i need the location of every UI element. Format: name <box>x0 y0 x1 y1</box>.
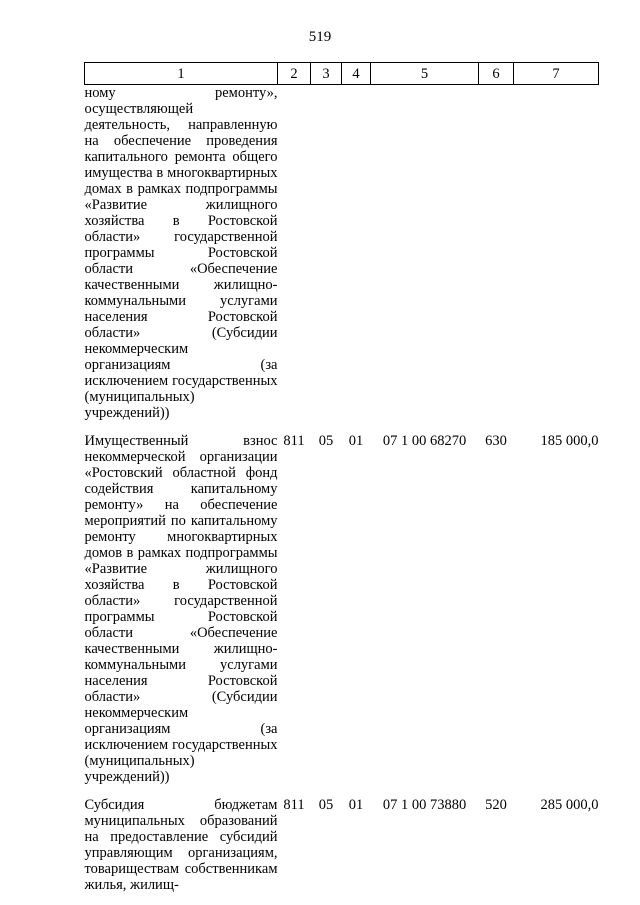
row-expense-type: 520 <box>485 797 507 813</box>
row-spacer <box>85 785 599 797</box>
header-col-2: 2 <box>278 63 311 85</box>
row-ministry: 811 <box>283 797 305 813</box>
row-target <box>371 85 479 422</box>
row-ministry <box>278 85 311 422</box>
row-target: 07 1 00 68270 <box>382 433 467 449</box>
table-row <box>85 85 599 422</box>
row-amount: 185 000,0 <box>540 433 599 449</box>
table-row <box>85 797 599 893</box>
header-col-1: 1 <box>85 63 278 85</box>
header-row <box>85 63 599 85</box>
row-name: Имущественный взнос некоммерческой организации «Ростовский областной фонд содействия капитальному ремонту» на обеспечение мероприятий по капитальному ремонту многоквартирных домов в рамках подпрограммы «Развитие жилищного хозяйства в Ростовской области» государственной программы Ростовской области «Обеспечение качественными жилищно-коммунальными услугами населения Ростовской области» (Субсидии некоммерческим организациям (за исключением государственных (муниципальных) учреждений)) <box>84 433 278 785</box>
row-spacer <box>85 421 599 433</box>
row-expense-type <box>479 85 514 422</box>
row-expense-type: 630 <box>485 433 507 449</box>
table-row <box>85 433 599 785</box>
header-col-3: 3 <box>311 63 342 85</box>
header-col-6: 6 <box>479 63 514 85</box>
row-subsection: 01 <box>348 797 364 813</box>
row-amount: 285 000,0 <box>540 797 599 813</box>
row-subsection <box>342 85 371 422</box>
row-amount <box>514 85 599 422</box>
row-subsection: 01 <box>348 433 364 449</box>
page-number: 519 <box>308 29 332 45</box>
row-section: 05 <box>318 797 334 813</box>
row-section: 05 <box>318 433 334 449</box>
header-col-4: 4 <box>342 63 371 85</box>
row-name: ному ремонту», осуществляющей деятельность, направленную на обеспечение проведения капитального ремонта общего имущества в многоквартирных домах в рамках подпрограммы «Развитие жилищного хозяйства в Ростовской области» государственной программы Ростовской области «Обеспечение качественными жилищно-коммунальными услугами населения Ростовской области» (Субсидии некоммерческим организациям (за исключением государственных (муниципальных) учреждений)) <box>84 85 278 421</box>
row-section <box>311 85 342 422</box>
header-col-7: 7 <box>514 63 599 85</box>
header-col-5: 5 <box>371 63 479 85</box>
row-target: 07 1 00 73880 <box>382 797 467 813</box>
row-ministry: 811 <box>283 433 305 449</box>
budget-table <box>84 62 599 893</box>
row-name: Субсидия бюджетам муниципальных образований на предоставление субсидий управляющим организациям, товариществам собственникам жилья, жилищ- <box>84 797 278 893</box>
